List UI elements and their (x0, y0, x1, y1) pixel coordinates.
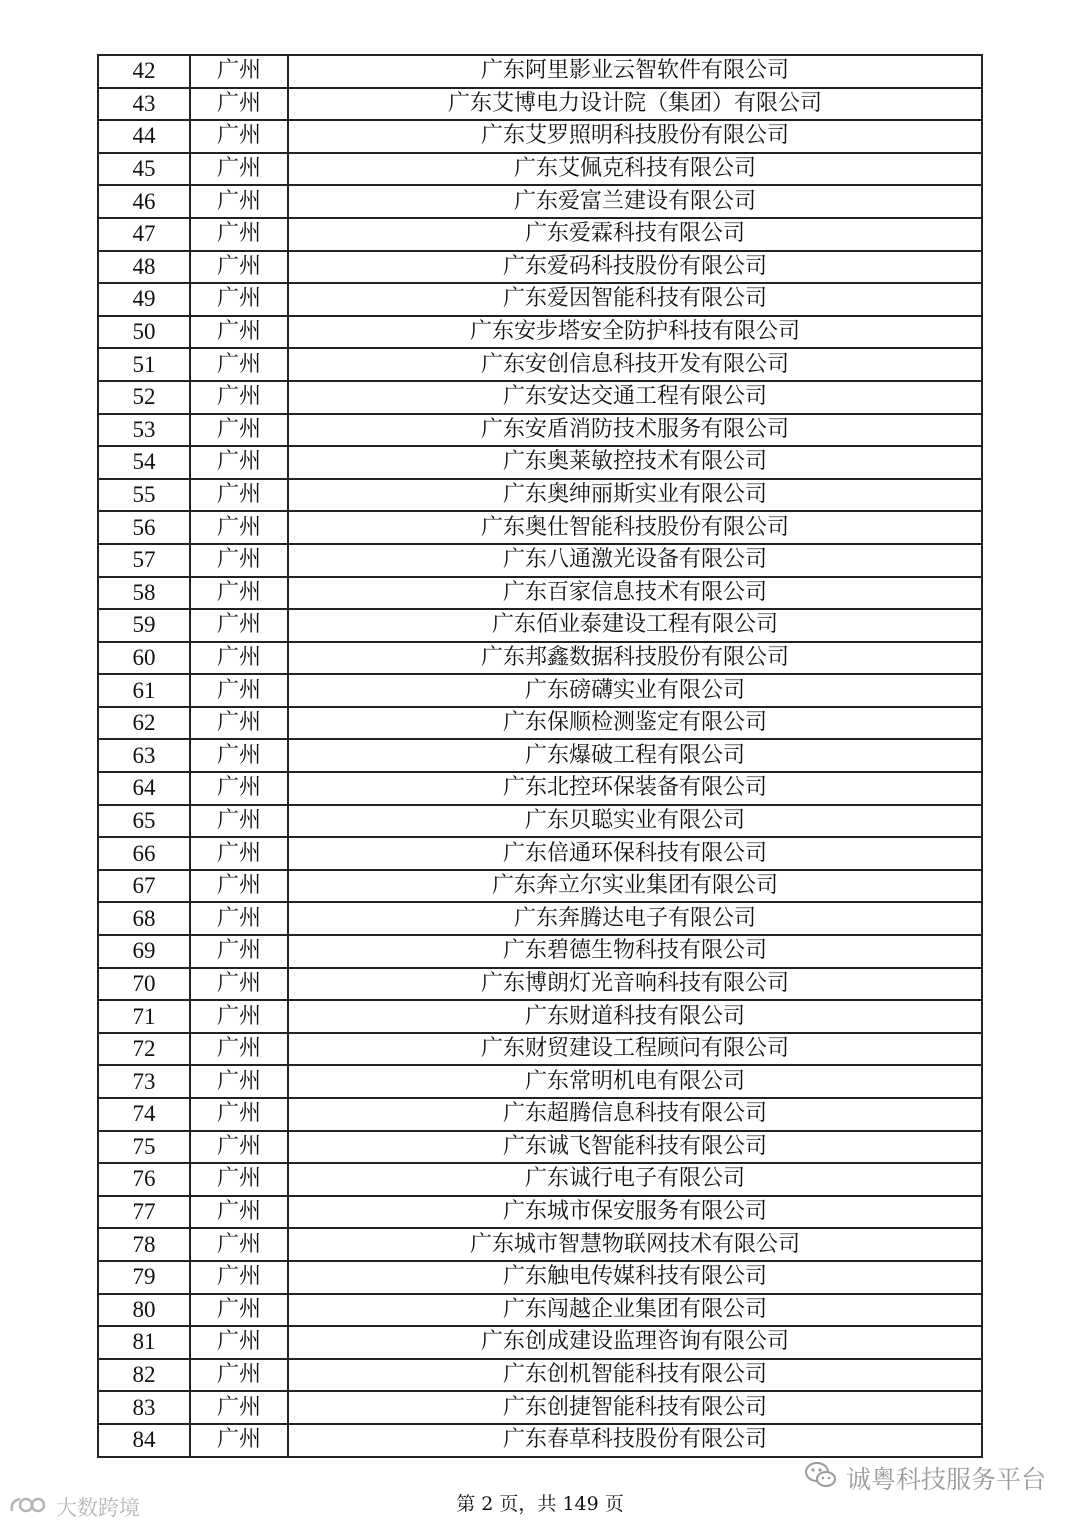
table-row (98, 348, 982, 381)
row-number: 51 (98, 348, 190, 381)
table-row (98, 870, 982, 903)
table-row (98, 55, 982, 88)
row-company-name: 广东百家信息技术有限公司 (288, 577, 982, 610)
row-company-name: 广东奥莱敏控技术有限公司 (288, 446, 982, 479)
table-row (98, 283, 982, 316)
row-company-name: 广东艾罗照明科技股份有限公司 (288, 120, 982, 153)
row-company-name: 广东安步塔安全防护科技有限公司 (288, 316, 982, 349)
table-row (98, 837, 982, 870)
row-company-name: 广东超腾信息科技有限公司 (288, 1098, 982, 1131)
row-city: 广州 (190, 1163, 288, 1196)
row-company-name: 广东倍通环保科技有限公司 (288, 837, 982, 870)
row-city: 广州 (190, 88, 288, 121)
row-city: 广州 (190, 1065, 288, 1098)
row-city: 广州 (190, 739, 288, 772)
table-row (98, 544, 982, 577)
row-number: 67 (98, 870, 190, 903)
table-row (98, 577, 982, 610)
row-city: 广州 (190, 1391, 288, 1424)
table-row (98, 511, 982, 544)
table-row (98, 707, 982, 740)
table-row (98, 1196, 982, 1229)
row-number: 73 (98, 1065, 190, 1098)
row-city: 广州 (190, 511, 288, 544)
row-number: 60 (98, 642, 190, 675)
table-row (98, 968, 982, 1001)
row-city: 广州 (190, 577, 288, 610)
row-number: 49 (98, 283, 190, 316)
table-row (98, 902, 982, 935)
row-company-name: 广东磅礴实业有限公司 (288, 674, 982, 707)
table-row (98, 1391, 982, 1424)
row-company-name: 广东爱霖科技有限公司 (288, 218, 982, 251)
row-city: 广州 (190, 1424, 288, 1457)
row-number: 54 (98, 446, 190, 479)
row-number: 55 (98, 479, 190, 512)
table-row (98, 642, 982, 675)
table-row (98, 1424, 982, 1457)
row-number: 42 (98, 55, 190, 88)
row-company-name: 广东北控环保装备有限公司 (288, 772, 982, 805)
row-number: 65 (98, 805, 190, 838)
table-row (98, 1359, 982, 1392)
row-number: 78 (98, 1228, 190, 1261)
table-row (98, 1261, 982, 1294)
row-city: 广州 (190, 805, 288, 838)
row-number: 52 (98, 381, 190, 414)
row-number: 71 (98, 1000, 190, 1033)
row-city: 广州 (190, 870, 288, 903)
row-city: 广州 (190, 1294, 288, 1327)
row-number: 69 (98, 935, 190, 968)
row-city: 广州 (190, 153, 288, 186)
table-row (98, 674, 982, 707)
row-company-name: 广东安达交通工程有限公司 (288, 381, 982, 414)
row-number: 56 (98, 511, 190, 544)
row-number: 70 (98, 968, 190, 1001)
row-company-name: 广东八通激光设备有限公司 (288, 544, 982, 577)
watermark-right-text: 诚粤科技服务平台 (845, 1465, 1046, 1494)
row-company-name: 广东创捷智能科技有限公司 (288, 1391, 982, 1424)
row-company-name: 广东保顺检测鉴定有限公司 (288, 707, 982, 740)
table-row (98, 153, 982, 186)
row-city: 广州 (190, 1196, 288, 1229)
wechat-icon (804, 1460, 838, 1496)
table-row (98, 446, 982, 479)
row-company-name: 广东诚飞智能科技有限公司 (288, 1131, 982, 1164)
table-row (98, 739, 982, 772)
page-number-footer: 第 2 页，共 149 页 (456, 1493, 624, 1515)
row-number: 66 (98, 837, 190, 870)
row-company-name: 广东爱富兰建设有限公司 (288, 185, 982, 218)
row-city: 广州 (190, 479, 288, 512)
row-number: 72 (98, 1033, 190, 1066)
watermark-left-text: 大数跨境 (56, 1496, 140, 1520)
row-city: 广州 (190, 1000, 288, 1033)
row-city: 广州 (190, 1326, 288, 1359)
row-company-name: 广东安创信息科技开发有限公司 (288, 348, 982, 381)
row-city: 广州 (190, 185, 288, 218)
watermark-logo (8, 1492, 140, 1522)
company-list-table (97, 54, 983, 1458)
row-number: 61 (98, 674, 190, 707)
row-company-name: 广东触电传媒科技有限公司 (288, 1261, 982, 1294)
row-city: 广州 (190, 1261, 288, 1294)
row-company-name: 广东爆破工程有限公司 (288, 739, 982, 772)
row-number: 84 (98, 1424, 190, 1457)
row-company-name: 广东博朗灯光音响科技有限公司 (288, 968, 982, 1001)
row-city: 广州 (190, 1098, 288, 1131)
row-company-name: 广东常明机电有限公司 (288, 1065, 982, 1098)
row-number: 53 (98, 414, 190, 447)
row-company-name: 广东艾佩克科技有限公司 (288, 153, 982, 186)
table-row (98, 251, 982, 284)
table-row (98, 1131, 982, 1164)
table-row (98, 1163, 982, 1196)
watermark-wechat (804, 1460, 1046, 1496)
row-company-name: 广东闯越企业集团有限公司 (288, 1294, 982, 1327)
row-number: 43 (98, 88, 190, 121)
row-city: 广州 (190, 642, 288, 675)
row-number: 75 (98, 1131, 190, 1164)
row-city: 广州 (190, 902, 288, 935)
row-number: 50 (98, 316, 190, 349)
row-city: 广州 (190, 544, 288, 577)
row-company-name: 广东财道科技有限公司 (288, 1000, 982, 1033)
row-city: 广州 (190, 381, 288, 414)
row-city: 广州 (190, 935, 288, 968)
row-company-name: 广东奔腾达电子有限公司 (288, 902, 982, 935)
row-number: 58 (98, 577, 190, 610)
table-body (98, 55, 982, 1457)
row-company-name: 广东邦鑫数据科技股份有限公司 (288, 642, 982, 675)
row-company-name: 广东艾博电力设计院（集团）有限公司 (288, 88, 982, 121)
row-city: 广州 (190, 837, 288, 870)
row-number: 74 (98, 1098, 190, 1131)
row-company-name: 广东奥仕智能科技股份有限公司 (288, 511, 982, 544)
row-company-name: 广东财贸建设工程顾问有限公司 (288, 1033, 982, 1066)
row-company-name: 广东爱因智能科技有限公司 (288, 283, 982, 316)
row-company-name: 广东春草科技股份有限公司 (288, 1424, 982, 1457)
row-company-name: 广东佰业泰建设工程有限公司 (288, 609, 982, 642)
row-city: 广州 (190, 1228, 288, 1261)
table-row (98, 414, 982, 447)
row-number: 45 (98, 153, 190, 186)
table-row (98, 1098, 982, 1131)
table-row (98, 935, 982, 968)
row-city: 广州 (190, 316, 288, 349)
row-number: 59 (98, 609, 190, 642)
row-company-name: 广东奔立尔实业集团有限公司 (288, 870, 982, 903)
logo-icon (8, 1493, 48, 1522)
row-city: 广州 (190, 55, 288, 88)
table-row (98, 316, 982, 349)
row-company-name: 广东城市智慧物联网技术有限公司 (288, 1228, 982, 1261)
row-company-name: 广东诚行电子有限公司 (288, 1163, 982, 1196)
row-number: 81 (98, 1326, 190, 1359)
table-row (98, 1000, 982, 1033)
table-row (98, 1033, 982, 1066)
table-row (98, 772, 982, 805)
row-city: 广州 (190, 1131, 288, 1164)
row-city: 广州 (190, 348, 288, 381)
row-company-name: 广东碧德生物科技有限公司 (288, 935, 982, 968)
row-city: 广州 (190, 1033, 288, 1066)
table-row (98, 185, 982, 218)
row-number: 44 (98, 120, 190, 153)
row-city: 广州 (190, 283, 288, 316)
row-number: 63 (98, 739, 190, 772)
row-number: 68 (98, 902, 190, 935)
row-number: 64 (98, 772, 190, 805)
table-row (98, 805, 982, 838)
row-city: 广州 (190, 609, 288, 642)
row-number: 62 (98, 707, 190, 740)
row-city: 广州 (190, 218, 288, 251)
row-city: 广州 (190, 674, 288, 707)
table-row (98, 120, 982, 153)
row-city: 广州 (190, 446, 288, 479)
table-row (98, 381, 982, 414)
row-company-name: 广东阿里影业云智软件有限公司 (288, 55, 982, 88)
table-row (98, 609, 982, 642)
row-company-name: 广东贝聪实业有限公司 (288, 805, 982, 838)
row-city: 广州 (190, 707, 288, 740)
row-city: 广州 (190, 968, 288, 1001)
table-row (98, 88, 982, 121)
row-company-name: 广东城市保安服务有限公司 (288, 1196, 982, 1229)
table-row (98, 1294, 982, 1327)
row-company-name: 广东安盾消防技术服务有限公司 (288, 414, 982, 447)
row-number: 47 (98, 218, 190, 251)
row-city: 广州 (190, 414, 288, 447)
table-row (98, 1326, 982, 1359)
row-number: 48 (98, 251, 190, 284)
row-number: 79 (98, 1261, 190, 1294)
row-number: 77 (98, 1196, 190, 1229)
row-city: 广州 (190, 251, 288, 284)
row-number: 83 (98, 1391, 190, 1424)
table-row (98, 479, 982, 512)
row-number: 57 (98, 544, 190, 577)
row-number: 46 (98, 185, 190, 218)
row-company-name: 广东创成建设监理咨询有限公司 (288, 1326, 982, 1359)
row-company-name: 广东奥绅丽斯实业有限公司 (288, 479, 982, 512)
row-number: 76 (98, 1163, 190, 1196)
row-city: 广州 (190, 772, 288, 805)
row-company-name: 广东爱码科技股份有限公司 (288, 251, 982, 284)
row-number: 80 (98, 1294, 190, 1327)
table-row (98, 1228, 982, 1261)
row-city: 广州 (190, 1359, 288, 1392)
row-city: 广州 (190, 120, 288, 153)
row-company-name: 广东创机智能科技有限公司 (288, 1359, 982, 1392)
table-row (98, 218, 982, 251)
row-number: 82 (98, 1359, 190, 1392)
table-row (98, 1065, 982, 1098)
